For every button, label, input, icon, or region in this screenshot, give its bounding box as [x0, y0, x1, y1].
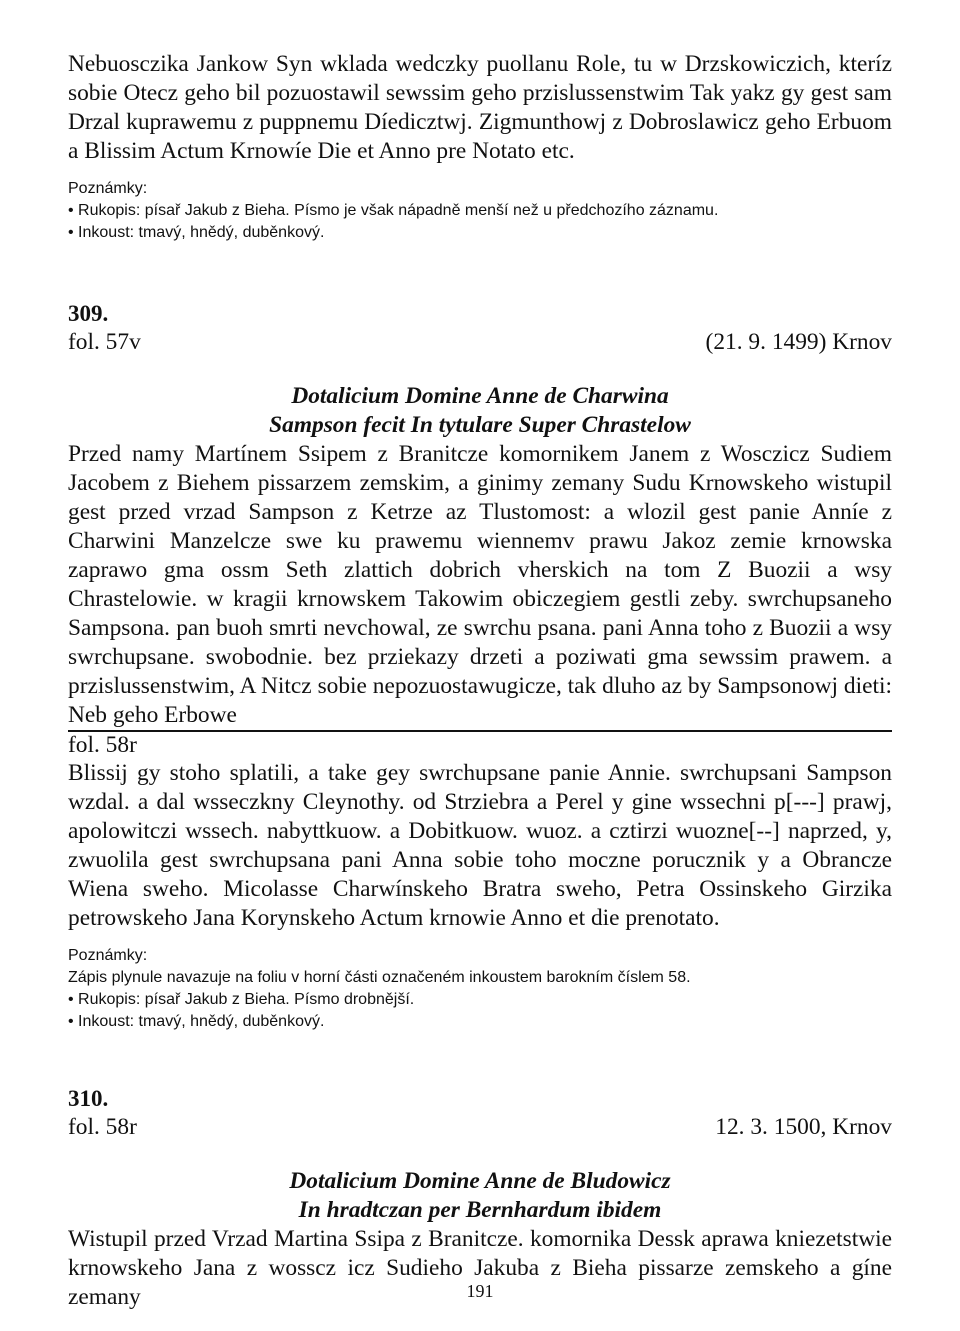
entry-309-text-part1: Przed namy Martínem Ssipem z Branitcze komornikem Janem z Wosczicz Sudiem Jacobem z Biehem pissarzem zemskim, a ginimy zemany Sudu Krnowskeho wistupil gest przed vrzad Sampson z Ketrze az Tlustomost: a wlozil gest panie Anníe z Charwini Manzelcze swe ku prawemu wiennemv prawu Jakoz zemie krnowska zaprawo gma ossm Seth zlattich dobrich vherskich na tom Z Buozii a wsy Chrastelowie. w kragii krnowskem Takowim obiczegiem gestli zeby. swrchupsaneho Sampsona. pan buoh smrti nevchowal, ze swrchu psana. pani Anna toho z Buozii a wsy swrchupsane. swobodnie. bez prziekazy drzeti a poziwati gma sewssim prawem. a przislussenstwim, A Nitcz sobie nepozuostawugicze, tak dluho az by Sampsonowj dieti: Neb geho Erbowe: [68, 441, 892, 728]
entry-309-notes-title: Poznámky:: [68, 947, 148, 964]
entry-310-heading-line1: Dotalicium Domine Anne de Bludowicz: [289, 1168, 671, 1194]
entry-310-heading-line2: In hradtczan per Bernhardum ibidem: [298, 1197, 662, 1223]
entry-310-meta: [68, 1113, 892, 1141]
entry-309-heading-line2: Sampson fecit In tytulare Super Chrastelow: [269, 412, 691, 438]
entry-309-folio: fol. 57v: [68, 329, 141, 355]
document-page: [68, 50, 892, 1312]
entry-310-date-place: 12. 3. 1500, Krnov: [715, 1114, 892, 1140]
entry-309-note-2: • Rukopis: písař Jakub z Bieha. Písmo drobnější.: [68, 991, 415, 1008]
intro-note-1: • Rukopis: písař Jakub z Bieha. Písmo je však nápadně menší než u předchozího záznamu.: [68, 202, 719, 219]
intro-paragraph: Nebuosczika Jankow Syn wklada wedczky puollanu Role, tu w Drzskowiczich, kteríz sobie Otecz geho bil pozuostawil sewssim geho przislussenstwim Tak yakz gy gest sam Drzal kuprawemu z puppnemu Díedicztwj. Zigmunthowj z Dobroslawicz geho Erbuom a Blissim Actum Krnowíe Die et Anno pre Notato etc.: [68, 51, 892, 164]
entry-309-text-part2: Blissij gy stoho splatili, a take gey swrchupsane panie Annie. swrchupsani Sampson wzdal. a dal wsseczkny Cleynothy. od Strziebra a Perel y gine wssechni p[---] prawj, apolowitczi wssech. nabyttkuow. a Dobitkuow. wuoz. a cztirzi wuozne[--] naprzed, y, zwuolila gest swrchupsana pani Anna sobie toho moczne porucznik y a Obrancze Wiena sweho. Micolasse Charwínskeho Bratra sweho, Petra Ossinskeho Girzika petrowskeho Jana Korynskeho Actum krnowie Anno et die prenotato.: [68, 760, 892, 931]
page-number: 191: [466, 1281, 494, 1301]
intro-notes-title: Poznámky:: [68, 180, 148, 197]
entry-309-folio-break: fol. 58r: [68, 732, 137, 758]
entry-309-date-place: (21. 9. 1499) Krnov: [705, 329, 892, 355]
entry-309-meta: [68, 328, 892, 356]
entry-310-number: 310.: [68, 1086, 109, 1111]
entry-309-heading-line1: Dotalicium Domine Anne de Charwina: [291, 383, 669, 409]
entry-310-folio: fol. 58r: [68, 1114, 137, 1140]
intro-note-2: • Inkoust: tmavý, hnědý, duběnkový.: [68, 224, 325, 241]
entry-309-number: 309.: [68, 301, 109, 326]
entry-309-note-1: Zápis plynule navazuje na foliu v horní části označeném inkoustem barokním číslem 58.: [68, 969, 691, 986]
entry-310-text: Wistupil przed Vrzad Martina Ssipa z Branitcze. komornika Dessk aprawa kniezetstwie krnowskeho Jana z wosscz icz Sudieho Jakuba z Bieha pissarze zemskeho a gíne zemany: [68, 1226, 892, 1310]
entry-309-note-3: • Inkoust: tmavý, hnědý, duběnkový.: [68, 1013, 325, 1030]
